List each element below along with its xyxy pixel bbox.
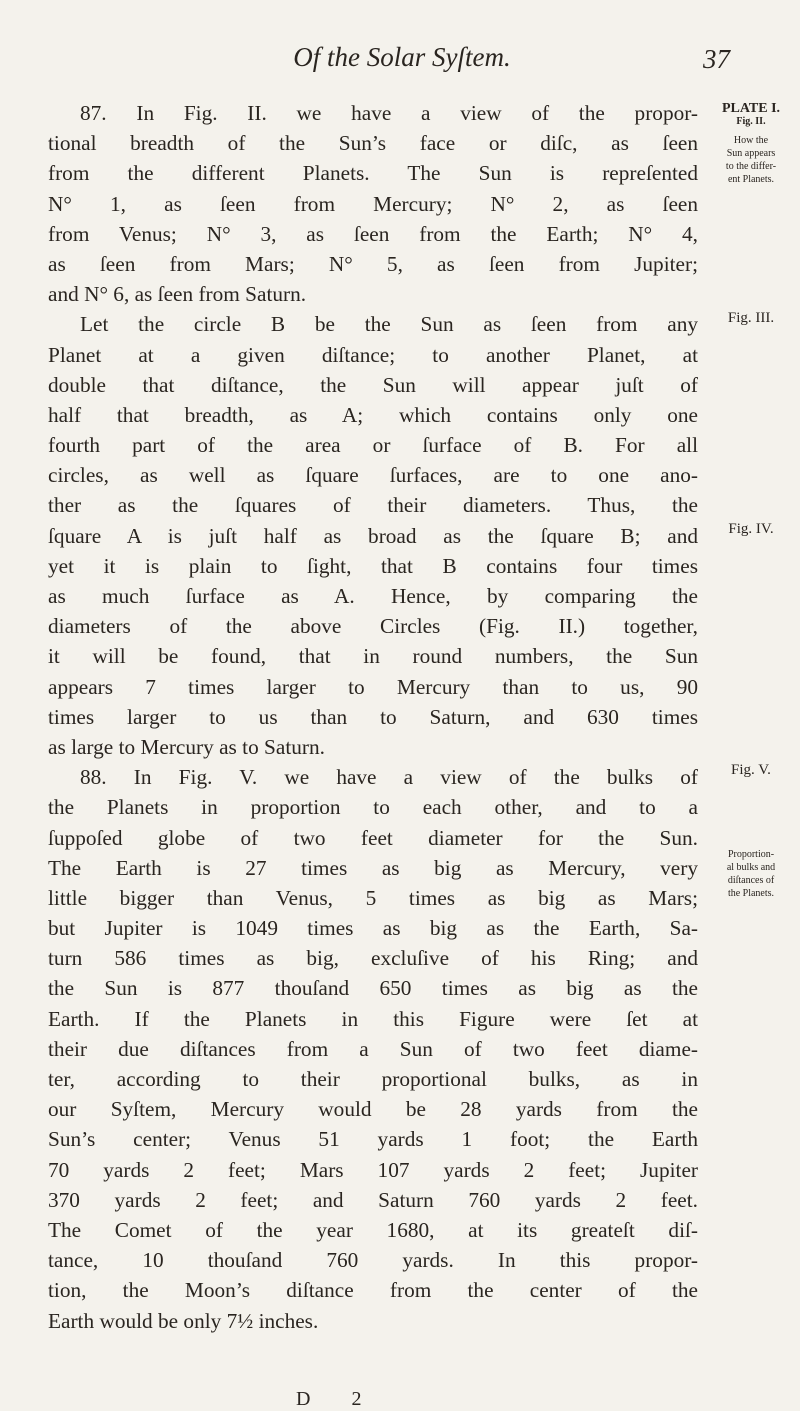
text-line: tional breadth of the Sun’s face or diſc, as ſeen — [48, 131, 698, 156]
text-line: our Syſtem, Mercury would be 28 yards from the — [48, 1097, 698, 1122]
margin-note-sun-appears — [706, 134, 796, 186]
text-line: The Comet of the year 1680, at its greateſt diſ- — [48, 1217, 698, 1242]
text-line: tion, the Moon’s diſtance from the center of the — [48, 1278, 698, 1303]
text-line: Earth. If the Planets in this Figure were ſet at — [48, 1006, 698, 1031]
text-line: Let the circle B be the Sun as ſeen from any — [80, 312, 698, 337]
margin-note-line: diſtances of — [727, 875, 775, 886]
text-line: their due diſtances from a Sun of two feet diame- — [48, 1036, 698, 1061]
text-line: the Planets in proportion to each other, and to a — [48, 795, 698, 820]
text-line: tance, 10 thouſand 760 yards. In this propor- — [48, 1248, 698, 1273]
running-head — [0, 42, 800, 86]
margin-note-line: Sun appears — [726, 148, 776, 159]
margin-note-line: Proportion- — [727, 849, 775, 860]
text-line: as much ſurface as A. Hence, by comparing the — [48, 584, 698, 608]
body-text — [48, 98, 698, 1336]
text-line: 87. In Fig. II. we have a view of the propor- — [80, 101, 698, 125]
text-line: and N° 6, as ſeen from Saturn. — [48, 282, 307, 307]
text-line: appears 7 times larger to Mercury than to us, 90 — [48, 674, 698, 699]
margin-note-line: the Planets. — [727, 888, 775, 899]
text-line: the Sun is 877 thouſand 650 times as big as the — [48, 976, 698, 1001]
margin-note-line: al bulks and — [726, 862, 776, 873]
text-line: fourth part of the area or ſurface of B. For all — [48, 433, 698, 458]
text-line: half that breadth, as A; which contains only one — [48, 402, 698, 427]
margin-note-fig-4: Fig. IV. — [728, 521, 774, 537]
plate-fig-label: Fig. II. — [736, 116, 766, 127]
text-line: ſuppoſed globe of two feet diameter for the Sun. — [48, 825, 698, 850]
signature-mark: D 2 — [296, 1388, 380, 1410]
text-line: as large to Mercury as to Saturn. — [48, 734, 325, 759]
margin-note-proportional — [706, 848, 796, 900]
text-line: ther as the ſquares of their diameters. Thus, the — [48, 493, 698, 518]
text-line: 70 yards 2 feet; Mars 107 yards 2 feet; Jupiter — [48, 1157, 698, 1182]
text-line: times larger to us than to Saturn, and 630 times — [48, 704, 698, 729]
text-line: yet it is plain to ſight, that B contains four times — [48, 553, 698, 578]
text-line: double that diſtance, the Sun will appear juſt of — [48, 372, 698, 397]
text-line: ſquare A is juſt half as broad as the ſquare B; and — [48, 523, 698, 548]
text-line: ter, according to their proportional bulks, as in — [48, 1067, 698, 1091]
text-line: 370 yards 2 feet; and Saturn 760 yards 2 feet. — [48, 1187, 698, 1212]
text-line: The Earth is 27 times as big as Mercury, very — [48, 855, 698, 880]
text-line: circles, as well as ſquare ſurfaces, are to one ano- — [48, 463, 698, 488]
text-line: Planet at a given diſtance; to another Planet, at — [48, 342, 698, 367]
margin-note-plate — [706, 102, 796, 128]
page-number: 37 — [703, 44, 730, 74]
text-line: from Venus; N° 3, as ſeen from the Earth; N° 4, — [48, 221, 698, 246]
plate-label: PLATE I. — [721, 101, 781, 116]
text-line: it will be found, that in round numbers, the Sun — [48, 644, 698, 669]
margin-note-line: ent Planets. — [727, 174, 775, 185]
text-line: Earth would be only 7½ inches. — [48, 1308, 319, 1333]
text-line: turn 586 times as big, excluſive of his Ring; and — [48, 946, 698, 971]
text-line: N° 1, as ſeen from Mercury; N° 2, as ſeen — [48, 191, 698, 216]
text-line: little bigger than Venus, 5 times as big as Mars; — [48, 885, 698, 910]
margin-note-fig-5: Fig. V. — [731, 762, 771, 778]
text-line: diameters of the above Circles (Fig. II.) together, — [48, 614, 698, 639]
text-line: Sun’s center; Venus 51 yards 1 foot; the Earth — [48, 1127, 698, 1152]
text-line: as ſeen from Mars; N° 5, as ſeen from Jupiter; — [48, 251, 698, 276]
margin-note-fig-3: Fig. III. — [727, 310, 775, 326]
text-line: but Jupiter is 1049 times as big as the Earth, Sa- — [48, 916, 698, 941]
running-title: Of the Solar Syſtem. — [293, 42, 511, 72]
text-line: 88. In Fig. V. we have a view of the bulks of — [80, 765, 698, 790]
margin-note-line: to the differ- — [725, 161, 777, 172]
text-line: from the different Planets. The Sun is repreſented — [48, 161, 698, 186]
margin-note-line: How the — [733, 135, 769, 146]
